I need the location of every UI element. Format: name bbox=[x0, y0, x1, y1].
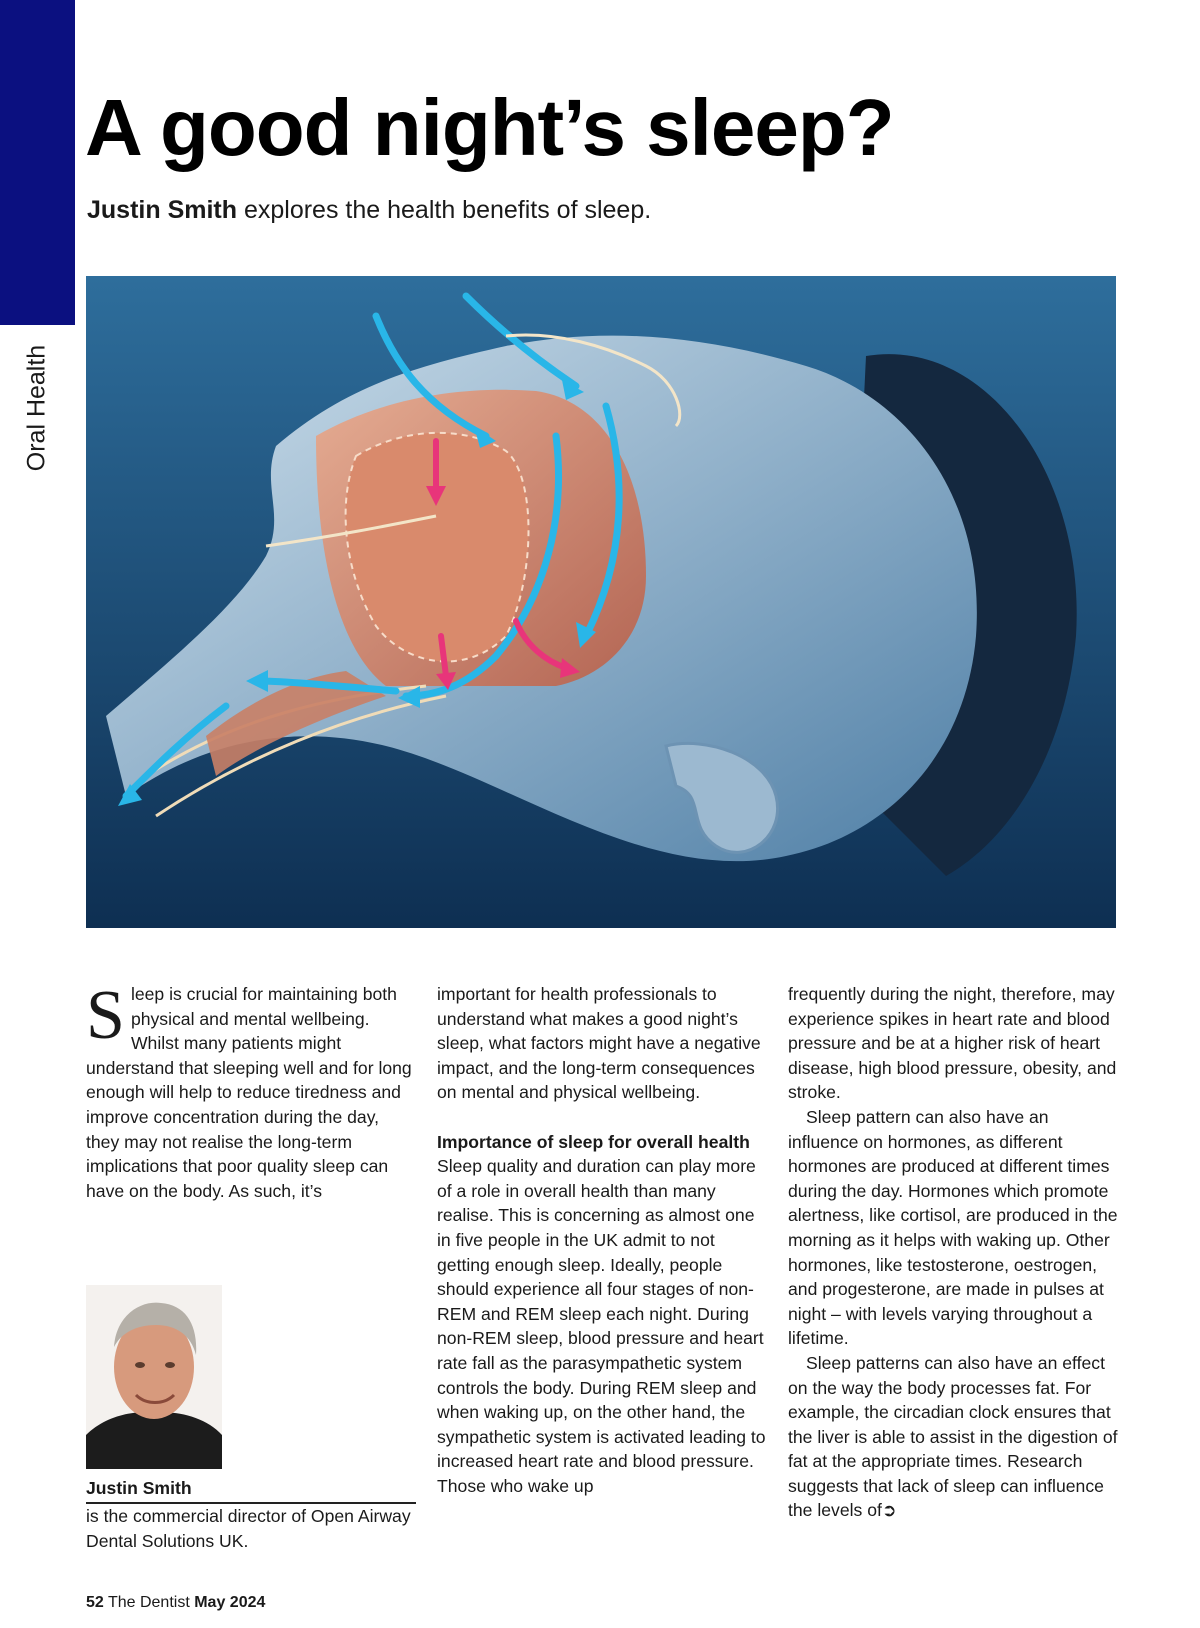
subtitle-author: Justin Smith bbox=[87, 196, 238, 224]
author-name: Justin Smith bbox=[86, 1478, 192, 1498]
sleeping-man-airway-illustration-icon bbox=[86, 276, 1116, 928]
drop-cap: S bbox=[86, 977, 125, 1054]
article-column-2 bbox=[437, 982, 767, 1498]
hero-illustration bbox=[86, 276, 1116, 928]
author-headshot-icon bbox=[86, 1285, 222, 1469]
column-2-paragraph-1: important for health professionals to understand what makes a good night’s sleep, what factors might have a negative impact, and the long-term consequences on mental and physical wellbeing. bbox=[437, 984, 761, 1103]
article-subtitle bbox=[87, 196, 651, 225]
column-3-paragraph-1: frequently during the night, therefore, may experience spikes in heart rate and blood pressure and be at a higher risk of heart disease, high blood pressure, obesity, and stroke. bbox=[788, 984, 1117, 1103]
section-label bbox=[22, 340, 52, 475]
column-3-paragraph-2: Sleep pattern can also have an influence on hormones, as different hormones are produced at different times during the day. Hormones which promote alertness, like cortisol, are produced in the morning as it helps with waking up. Other hormones, like testosterone, oestrogen, and progesterone, are made in pulses at night – with levels varying throughout a lifetime. bbox=[788, 1106, 1118, 1349]
section-heading: Importance of sleep for overall health bbox=[437, 1131, 750, 1152]
article-column-1 bbox=[86, 977, 416, 1203]
column-3-paragraph-3 bbox=[788, 1351, 1118, 1523]
author-photo bbox=[86, 1285, 222, 1469]
article-column-3 bbox=[788, 982, 1118, 1523]
column-2-paragraph-2: Sleep quality and duration can play more of a role in overall health than many realise. This is concerning as almost one in five people in the UK admit to not getting enough sleep. Ideally, people should experience all four stages of non-REM and REM sleep each night. During non-REM sleep, blood pressure and heart rate fall as the parasympathetic system controls the body. During REM sleep and when waking up, on the other hand, the sympathetic system is activated leading to increased heart rate and blood pressure. Those who wake up bbox=[437, 1156, 766, 1496]
section-label-text: Oral Health bbox=[22, 344, 51, 471]
continue-arrow-icon: ➲ bbox=[881, 1500, 897, 1521]
page-number: 52 bbox=[86, 1594, 104, 1611]
intro-paragraph bbox=[86, 977, 416, 1203]
section-color-bar bbox=[0, 0, 75, 325]
author-bio: is the commercial director of Open Airway Dental Solutions UK. bbox=[86, 1506, 411, 1551]
subtitle-text: explores the health benefits of sleep. bbox=[237, 196, 652, 224]
page-footer bbox=[86, 1594, 265, 1612]
publication-name: The Dentist bbox=[103, 1594, 195, 1611]
intro-text: leep is crucial for maintaining both physical and mental wellbeing. Whilst many patients might understand that sleeping well and for long enough will help to reduce tiredness and improve concentration during the day, they may not realise the long-term implications that poor quality sleep can have on the body. As such, it’s bbox=[86, 984, 412, 1201]
article-title: A good night’s sleep? bbox=[85, 83, 894, 172]
issue-date: May 2024 bbox=[194, 1594, 266, 1611]
column-3-paragraph-3-text: Sleep patterns can also have an effect on the way the body processes fat. For example, the circadian clock ensures that the liver is able to assist in the digestion of fat at the appropriate times. Research suggests that lack of sleep can influence the levels of bbox=[788, 1352, 1118, 1521]
